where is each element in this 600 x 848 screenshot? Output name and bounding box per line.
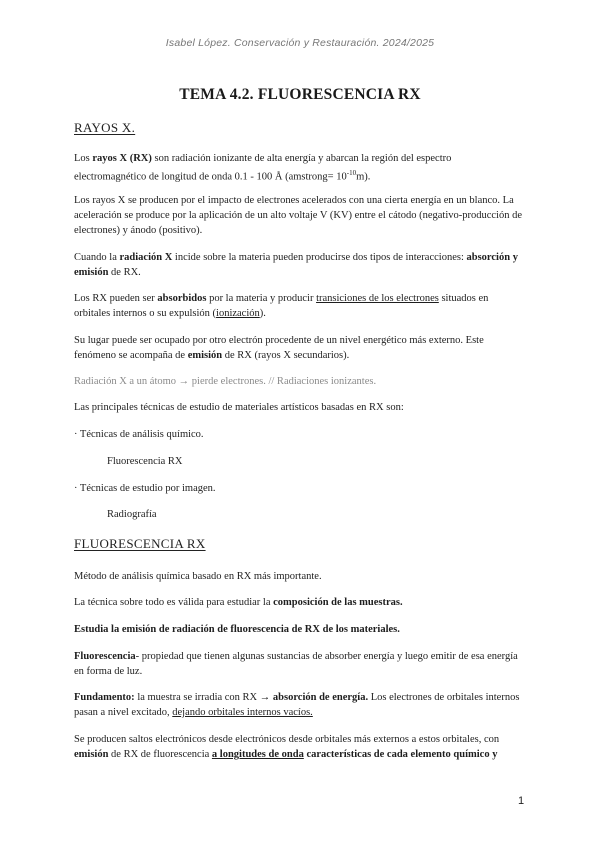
paragraph-rayos-production: Los rayos X se producen por el impacto de electrones acelerados con una cierta energía en un blanco. La aceleración se produce por la aplicación de un alto voltaje V (KV) entre el cátodo (negativo-producción de electrones) y ánodo (positivo). (74, 195, 523, 236)
paragraph-technique-validity: La técnica sobre todo es válida para estudiar la composición de las muestras. (74, 597, 403, 608)
list-subitem-radiografia: Radiografía (107, 509, 157, 520)
page-number: 1 (518, 795, 525, 807)
paragraph-method: Método de análisis química basado en RX más importante. (74, 571, 322, 582)
page-header: Isabel López. Conservación y Restauración. 2024/2025 (165, 37, 435, 49)
note-ionizing: Radiación X a un átomo → pierde electrones. // Radiaciones ionizantes. (74, 376, 377, 387)
paragraph-electronic-jumps: Se producen saltos electrónicos desde electrónicos desde orbitales más externos a estos orbitales, con emisión de RX de fluorescencia a longitudes de onda características de cada elemento químico y (74, 734, 500, 760)
paragraph-studies-emission: Estudia la emisión de radiación de fluorescencia de RX de los materiales. (74, 624, 400, 635)
paragraph-fluorescence-definition: Fluorescencia- propiedad que tienen algunas sustancias de absorber energía y luego emitir de esa energía en forma de luz. (74, 651, 518, 677)
list-subitem-fluorescencia: Fluorescencia RX (107, 456, 183, 467)
list-item-imaging: · Técnicas de estudio por imagen. (74, 483, 216, 494)
paragraph-fundamento: Fundamento: la muestra se irradia con RX → absorción de energía. Los electrones de orbitales internos pasan a nivel excitado, dejando orbitales internos vacíos. (74, 692, 520, 718)
paragraph-rayos-definition: Los rayos X (RX) son radiación ionizante de alta energía y abarcan la región del espectro electromagnético de longitud de onda 0.1 - 100 Å (amstrong= $10^{-10}m$). (74, 153, 452, 183)
paragraph-interactions: Cuando la radiación X incide sobre la materia pueden producirse dos tipos de interacciones: absorción y emisión de RX. (74, 252, 518, 278)
section-heading-fluorescencia: FLUORESCENCIA RX (74, 536, 206, 551)
paragraph-emission: Su lugar puede ser ocupado por otro electrón procedente de un nivel energético más externo. Este fenómeno se acompaña de emisión de RX (rayos X secundarios). (74, 335, 484, 361)
paragraph-absorption: Los RX pueden ser absorbidos por la materia y producir transiciones de los electrones situados en orbitales internos o su expulsión (ionización). (74, 293, 489, 319)
section-heading-rayos-x: RAYOS X. (74, 120, 136, 135)
page-title: TEMA 4.2. FLUORESCENCIA RX (179, 86, 421, 103)
list-item-chemical-analysis: · Técnicas de análisis químico. (74, 429, 204, 440)
paragraph-techniques-intro: Las principales técnicas de estudio de materiales artísticos basadas en RX son: (74, 402, 404, 413)
